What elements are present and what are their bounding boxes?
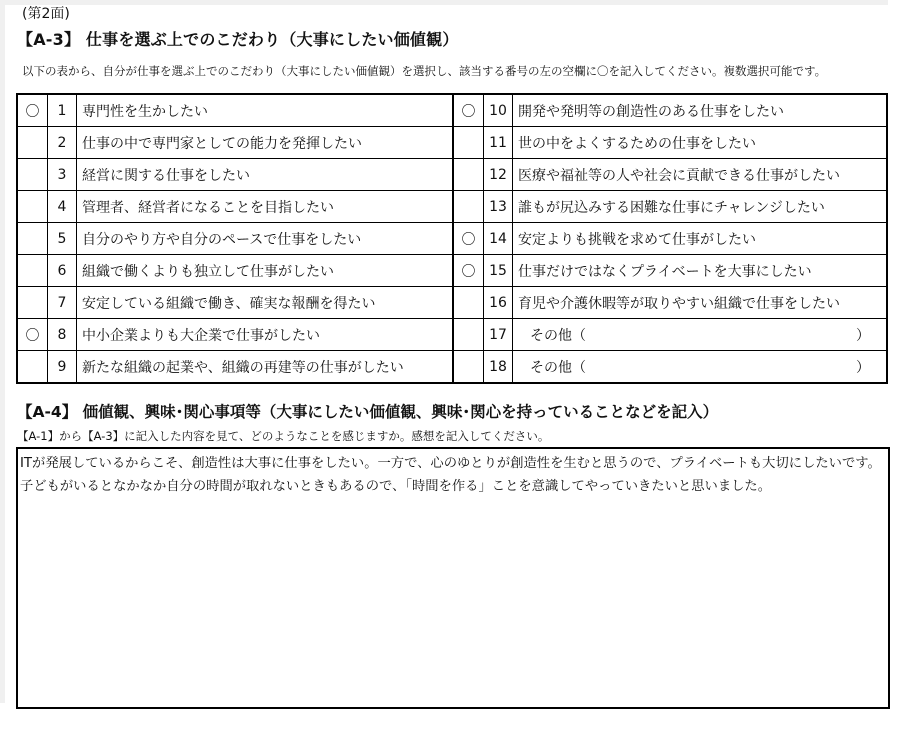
item-text: 専門性を生かしたい [77, 94, 454, 127]
select-mark-cell-4[interactable] [17, 191, 48, 223]
select-mark-cell-6[interactable] [17, 255, 48, 287]
select-mark-cell-5[interactable] [17, 223, 48, 255]
item-number: 2 [48, 127, 77, 159]
page-left-margin [0, 0, 5, 703]
other-close-paren: ） [856, 359, 870, 376]
table-row [17, 351, 887, 384]
select-mark-cell-1[interactable]: 〇 [17, 94, 48, 127]
item-number: 1 [48, 94, 77, 127]
item-number: 7 [48, 287, 77, 319]
item-text: 医療や福祉等の人や社会に貢献できる仕事がしたい [513, 159, 888, 191]
other-item [513, 351, 888, 384]
item-text: 安定している組織で働き、確実な報酬を得たい [77, 287, 454, 319]
item-text: 育児や介護休暇等が取りやすい組織で仕事をしたい [513, 287, 888, 319]
section-a3-instruction: 以下の表から、自分が仕事を選ぶ上でのこだわり（大事にしたい価値観）を選択し、該当する番号の左の空欄に〇を記入してください。複数選択可能です。 [22, 64, 827, 78]
select-mark-cell-11[interactable] [453, 127, 484, 159]
item-number: 11 [484, 127, 513, 159]
values-choice-table [16, 93, 888, 384]
other-label: その他（ [530, 359, 586, 376]
table-row [17, 191, 887, 223]
select-mark-cell-17[interactable] [453, 319, 484, 351]
other-input[interactable] [586, 325, 856, 345]
select-mark-cell-10[interactable]: 〇 [453, 94, 484, 127]
item-number: 17 [484, 319, 513, 351]
section-a4-heading: 【A-4】 価値観、興味･関心事項等（大事にしたい価値観、興味･関心を持っていることなどを記入） [17, 403, 719, 421]
select-mark-cell-7[interactable] [17, 287, 48, 319]
select-mark-cell-13[interactable] [453, 191, 484, 223]
item-text: 開発や発明等の創造性のある仕事をしたい [513, 94, 888, 127]
item-text: 仕事の中で専門家としての能力を発揮したい [77, 127, 454, 159]
select-mark-cell-12[interactable] [453, 159, 484, 191]
other-label: その他（ [530, 327, 586, 344]
other-item [513, 319, 888, 351]
item-text: 組織で働くよりも独立して仕事がしたい [77, 255, 454, 287]
table-row [17, 223, 887, 255]
item-number: 8 [48, 319, 77, 351]
table-row [17, 94, 887, 127]
select-mark-cell-16[interactable] [453, 287, 484, 319]
item-text: 仕事だけではなくプライベートを大事にしたい [513, 255, 888, 287]
select-mark-cell-18[interactable] [453, 351, 484, 384]
item-number: 12 [484, 159, 513, 191]
table-row [17, 319, 887, 351]
section-a4-instruction: 【A-1】から【A-3】に記入した内容を見て、どのようなことを感じますか。感想を記入してください。 [17, 429, 550, 443]
item-number: 4 [48, 191, 77, 223]
select-mark-cell-15[interactable]: 〇 [453, 255, 484, 287]
item-text: 自分のやり方や自分のペースで仕事をしたい [77, 223, 454, 255]
select-mark-cell-3[interactable] [17, 159, 48, 191]
table-row [17, 127, 887, 159]
item-number: 10 [484, 94, 513, 127]
item-text: 経営に関する仕事をしたい [77, 159, 454, 191]
item-number: 14 [484, 223, 513, 255]
item-text: 世の中をよくするための仕事をしたい [513, 127, 888, 159]
impressions-text: ITが発展しているからこそ、創造性は大事に仕事をしたい。一方で、心のゆとりが創造性を生むと思うので、プライベートも大切にしたいです。子どもがいるとなかなか自分の時間が取れないときもあるので、「時間を作る」ことを意識してやっていきたいと思いました。 [20, 456, 881, 494]
section-a3-heading: 【A-3】 仕事を選ぶ上でのこだわり（大事にしたい価値観） [17, 30, 459, 49]
page-face-label: (第2面) [22, 6, 70, 22]
item-text: 中小企業よりも大企業で仕事がしたい [77, 319, 454, 351]
item-text: 管理者、経営者になることを目指したい [77, 191, 454, 223]
select-mark-cell-2[interactable] [17, 127, 48, 159]
item-number: 3 [48, 159, 77, 191]
item-text: 誰もが尻込みする困難な仕事にチャレンジしたい [513, 191, 888, 223]
table-row [17, 159, 887, 191]
item-number: 6 [48, 255, 77, 287]
item-number: 13 [484, 191, 513, 223]
select-mark-cell-14[interactable]: 〇 [453, 223, 484, 255]
other-close-paren: ） [856, 327, 870, 344]
item-text: 新たな組織の起業や、組織の再建等の仕事がしたい [77, 351, 454, 384]
table-row [17, 255, 887, 287]
item-number: 16 [484, 287, 513, 319]
select-mark-cell-8[interactable]: 〇 [17, 319, 48, 351]
item-number: 9 [48, 351, 77, 384]
other-input[interactable] [586, 357, 856, 377]
impressions-textarea[interactable] [16, 447, 890, 709]
item-text: 安定よりも挑戦を求めて仕事がしたい [513, 223, 888, 255]
item-number: 5 [48, 223, 77, 255]
table-row [17, 287, 887, 319]
item-number: 18 [484, 351, 513, 384]
select-mark-cell-9[interactable] [17, 351, 48, 384]
page-top-margin [0, 0, 888, 5]
item-number: 15 [484, 255, 513, 287]
